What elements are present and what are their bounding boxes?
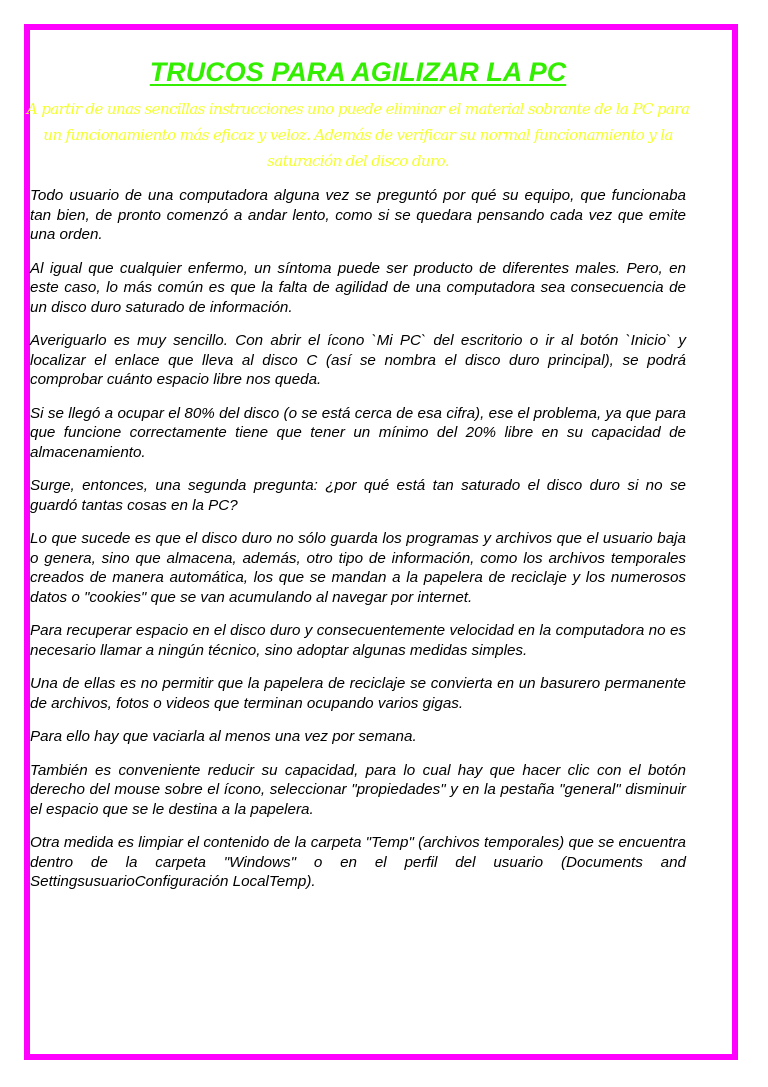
paragraph: Otra medida es limpiar el contenido de la carpeta "Temp" (archivos temporales) que se encuentra dentro de la carpeta "Windows" o en el perfil del usuario (Documents and SettingsusuarioConfiguración LocalTemp).	[30, 834, 686, 890]
paragraph: Todo usuario de una computadora alguna vez se preguntó por qué su equipo, que funcionaba tan bien, de pronto comenzó a andar lento, como si se quedara pensando cada vez que emite una orden.	[30, 187, 686, 243]
document-body	[26, 30, 690, 892]
paragraph: Lo que sucede es que el disco duro no sólo guarda los programas y archivos que el usuario baja o genera, sino que almacena, además, otro tipo de información, como los archivos temporales creados de manera automática, los que se mandan a la papelera de reciclaje y los numerosos datos o "cookies" que se van acumulando al navegar por internet.	[30, 530, 686, 606]
paragraph: Para ello hay que vaciarla al menos una vez por semana.	[30, 728, 417, 745]
paragraph: También es conveniente reducir su capacidad, para lo cual hay que hacer clic con el botón derecho del mouse sobre el ícono, seleccionar "propiedades" y en la pestaña "general" disminuir el espacio que se le destina a la papelera.	[30, 761, 686, 818]
paragraph: Averiguarlo es muy sencillo. Con abrir el ícono `Mi PC` del escritorio o ir al botón `Inicio` y localizar el enlace que lleva al disco C (así se nombra el disco duro principal), se podrá comprobar cuánto espacio libre nos queda.	[30, 332, 686, 388]
document-title: TRUCOS PARA AGILIZAR LA PC	[149, 57, 567, 87]
paragraph: Surge, entonces, una segunda pregunta: ¿por qué está tan saturado el disco duro si no se guardó tantas cosas en la PC?	[30, 477, 686, 514]
paragraph: Al igual que cualquier enfermo, un síntoma puede ser producto de diferentes males. Pero, en este caso, lo más común es que la falta de agilidad de una computadora sea consecuencia de un disco duro saturado de información.	[30, 259, 686, 316]
paragraph: Para recuperar espacio en el disco duro y consecuentemente velocidad en la computadora no es necesario llamar a ningún técnico, sino adoptar algunas medidas simples.	[30, 622, 686, 659]
paragraph: Una de ellas es no permitir que la papelera de reciclaje se convierta en un basurero permanente de archivos, fotos o videos que terminan ocupando varios gigas.	[30, 675, 686, 712]
document-subtitle: A partir de unas sencillas instrucciones uno puede eliminar el material sobrante de la PC para un funcionamiento más eficaz y veloz. Además de verificar su normal funcionamiento y la saturación del disco duro.	[26, 100, 690, 170]
paragraph: Si se llegó a ocupar el 80% del disco (o se está cerca de esa cifra), ese el problema, ya que para que funcione correctamente tiene que tener un mínimo del 20% libre en su capacidad de almacenamiento.	[30, 404, 686, 461]
